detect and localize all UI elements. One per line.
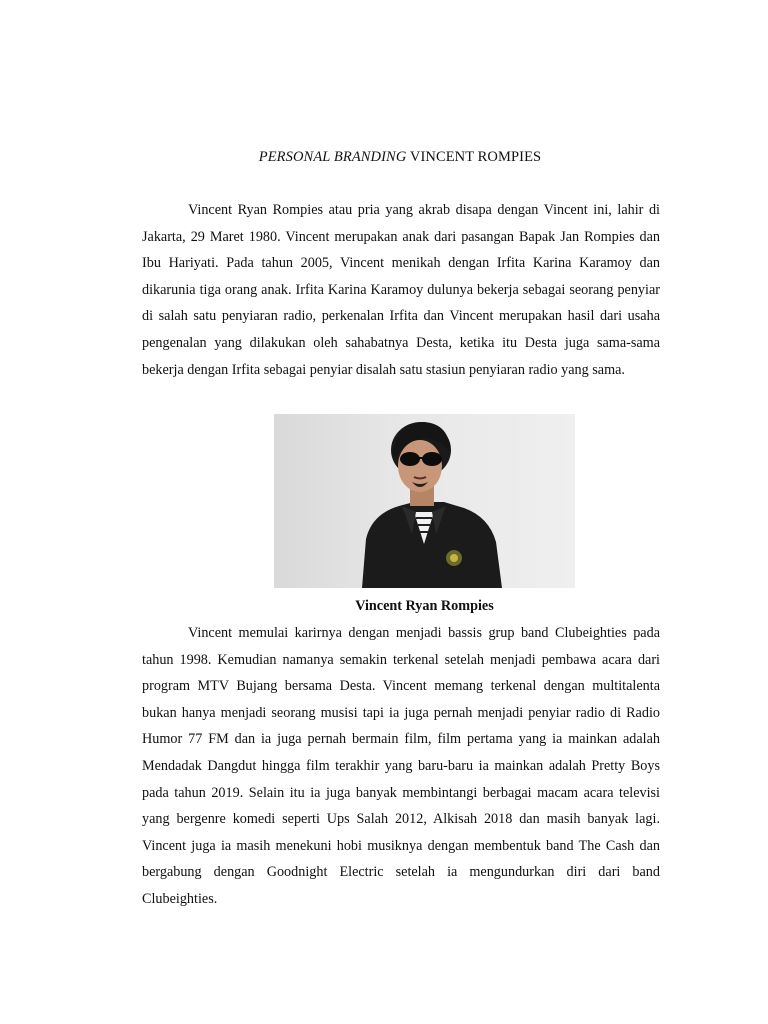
document-title	[0, 147, 768, 167]
photo-caption: Vincent Ryan Rompies	[355, 598, 494, 614]
paragraph-biography: Vincent Ryan Rompies atau pria yang akrab disapa dengan Vincent ini, lahir di Jakarta, 29 Maret 1980. Vincent merupakan anak dari pasangan Bapak Jan Rompies dan Ibu Hariyati. Pada tahun 2005, Vincent menikah dengan Irfita Karina Karamoy dan dikarunia tiga orang anak. Irfita Karina Karamoy dulunya bekerja sebagai seorang penyiar di salah satu penyiaran radio, perkenalan Irfita dan Vincent merupakan hasil dari usaha pengenalan yang dilakukan oleh sahabatnya Desta, ketika itu Desta juga sama-sama bekerja dengan Irfita sebagai penyiar disalah satu stasiun penyiaran radio yang sama.	[142, 202, 660, 378]
title-italic-part: PERSONAL BRANDING	[258, 149, 407, 165]
portrait-photo	[274, 414, 575, 588]
title-rest-part: VINCENT ROMPIES	[406, 149, 542, 165]
paragraph-career: Vincent memulai karirnya dengan menjadi bassis grup band Clubeighties pada tahun 1998. Kemudian namanya semakin terkenal setelah menjadi pembawa acara dari program MTV Bujang bersama Desta. Vincent memang terkenal dengan multitalenta bukan hanya menjadi seorang musisi tapi ia juga pernah menjadi penyiar radio di Radio Humor 77 FM dan ia juga pernah bermain film, film pertama yang ia mainkan adalah Mendadak Dangdut hingga film terakhir yang baru-baru ia mainkan adalah Pretty Boys pada tahun 2019. Selain itu ia juga banyak membintangi berbagai macam acara televisi yang bergenre komedi seperti Ups Salah 2012, Alkisah 2018 dan masih banyak lagi. Vincent juga ia masih menekuni hobi musiknya dengan membentuk band The Cash dan bergabung dengan Goodnight Electric setelah ia mengundurkan diri dari band Clubeighties.	[142, 625, 660, 907]
